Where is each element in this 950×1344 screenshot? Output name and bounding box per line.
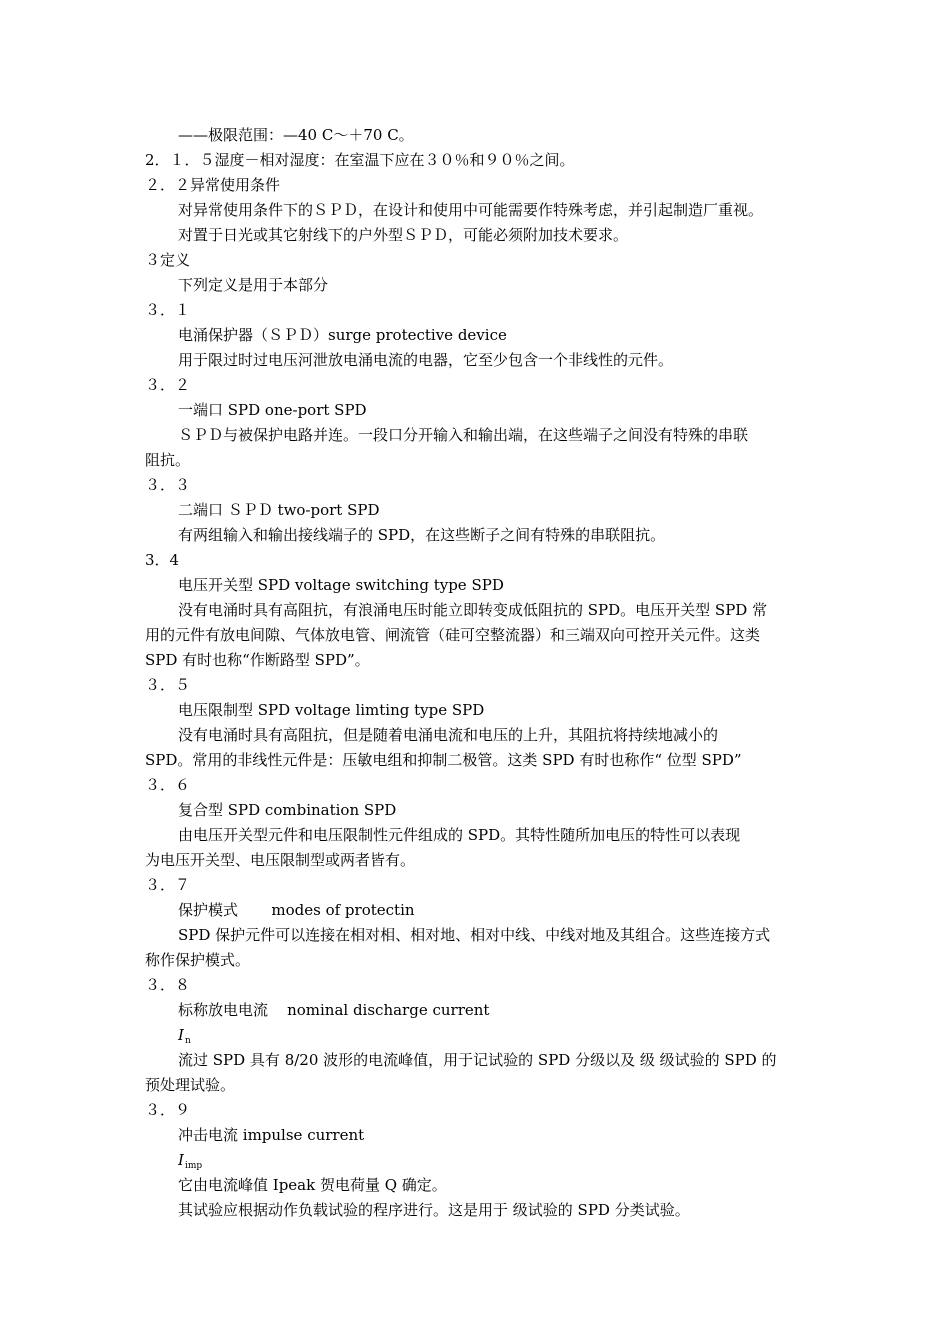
clause-3-6-definition-cont: 为电压开关型、电压限制型或两者皆有。	[145, 851, 416, 869]
clause-3-2-term: 一端口 SPD one-port SPD	[178, 401, 367, 419]
clause-3-8-symbol	[0, 1025, 950, 1051]
clause-3-6-definition: 由电压开关型元件和电压限制性元件组成的 SPD。其特性随所加电压的特性可以表现	[178, 826, 741, 844]
clause-3-8-definition: 流过 SPD 具有 8/20 波形的电流峰值，用于记试验的 SPD 分级以及 级 级试验的 SPD 的	[178, 1051, 777, 1069]
clause-3-9-term: 冲击电流 impulse current	[178, 1126, 365, 1144]
symbol-letter: I	[178, 1026, 184, 1044]
section-3-heading: ３定义	[145, 251, 191, 269]
clause-3-4-number: 3．4	[145, 551, 180, 569]
clause-3-2-definition-cont: 阻抗。	[145, 451, 191, 469]
symbol-letter: I	[178, 1151, 184, 1169]
clause-3-9-symbol	[0, 1150, 950, 1176]
clause-3-7-definition-cont: 称作保护模式。	[145, 951, 251, 969]
abnormal-conditions-paragraph: 对异常使用条件下的ＳＰＤ，在设计和使用中可能需要作特殊考虑，并引起制造厂重视。	[178, 201, 764, 219]
clause-3-3-term: 二端口 ＳＰＤ two-port SPD	[178, 501, 380, 519]
clause-3-6-term: 复合型 SPD combination SPD	[178, 801, 397, 819]
clause-3-8-definition-cont: 预处理试验。	[145, 1076, 236, 1094]
clause-3-4-definition-end: SPD 有时也称“作断路型 SPD”。	[145, 651, 370, 669]
symbol-subscript: n	[184, 1036, 191, 1046]
clause-3-4-term: 电压开关型 SPD voltage switching type SPD	[178, 576, 504, 594]
clause-3-8-term: 标称放电电流 nominal discharge current	[178, 1001, 490, 1019]
clause-3-9-number: ３．９	[145, 1101, 191, 1119]
clause-3-2-definition: ＳＰＤ与被保护电路并连。一段口分开输入和输出端，在这些端子之间没有特殊的串联	[178, 426, 749, 444]
clause-3-5-number: ３．５	[145, 676, 191, 694]
clause-3-5-term: 电压限制型 SPD voltage limting type SPD	[178, 701, 485, 719]
temperature-limit-range: ——极限范围：—40 C～＋70 C。	[178, 126, 414, 144]
clause-3-6-number: ３．６	[145, 776, 191, 794]
clause-3-1-number: ３．１	[145, 301, 191, 319]
clause-3-5-definition-cont: SPD。常用的非线性元件是：压敏电组和抑制二极管。这类 SPD 有时也称作“ 位型 SPD”	[145, 751, 742, 769]
clause-2-2-heading: ２．２异常使用条件	[145, 176, 281, 194]
clause-3-3-definition: 有两组输入和输出接线端子的 SPD，在这些断子之间有特殊的串联阻抗。	[178, 526, 666, 544]
clause-3-2-number: ３．２	[145, 376, 191, 394]
outdoor-spd-paragraph: 对置于日光或其它射线下的户外型ＳＰＤ，可能必须附加技术要求。	[178, 226, 629, 244]
clause-3-1-definition: 用于限过时过电压河泄放电涌电流的电器，它至少包含一个非线性的元件。	[178, 351, 674, 369]
clause-3-5-definition: 没有电涌时具有高阻抗，但是随着电涌电流和电压的上升，其阻抗将持续地减小的	[178, 726, 719, 744]
clause-3-4-definition-cont: 用的元件有放电间隙、气体放电管、闸流管（硅可空整流器）和三端双向可控开关元件。这类	[145, 626, 761, 644]
clause-3-4-definition: 没有电涌时具有高阻抗，有浪涌电压时能立即转变成低阻抗的 SPD。电压开关型 SPD 常	[178, 601, 768, 619]
clause-3-7-definition: SPD 保护元件可以连接在相对相、相对地、相对中线、中线对地及其组合。这些连接方式	[178, 926, 771, 944]
clause-3-9-test-note: 其试验应根据动作负载试验的程序进行。这是用于 级试验的 SPD 分类试验。	[178, 1201, 690, 1219]
clause-3-8-number: ３．８	[145, 976, 191, 994]
definitions-intro: 下列定义是用于本部分	[178, 276, 329, 294]
clause-2-1-5-humidity: 2．１．５湿度－相对湿度：在室温下应在３０％和９０％之间。	[145, 151, 575, 169]
clause-3-9-definition: 它由电流峰值 Ipeak 贺电荷量 Q 确定。	[178, 1176, 447, 1194]
clause-3-3-number: ３．３	[145, 476, 191, 494]
clause-3-1-term: 电涌保护器（ＳＰＤ）surge protective device	[178, 326, 507, 344]
clause-3-7-term: 保护模式 modes of protectin	[178, 901, 415, 919]
symbol-subscript: imp	[184, 1161, 203, 1171]
clause-3-7-number: ３．７	[145, 876, 191, 894]
